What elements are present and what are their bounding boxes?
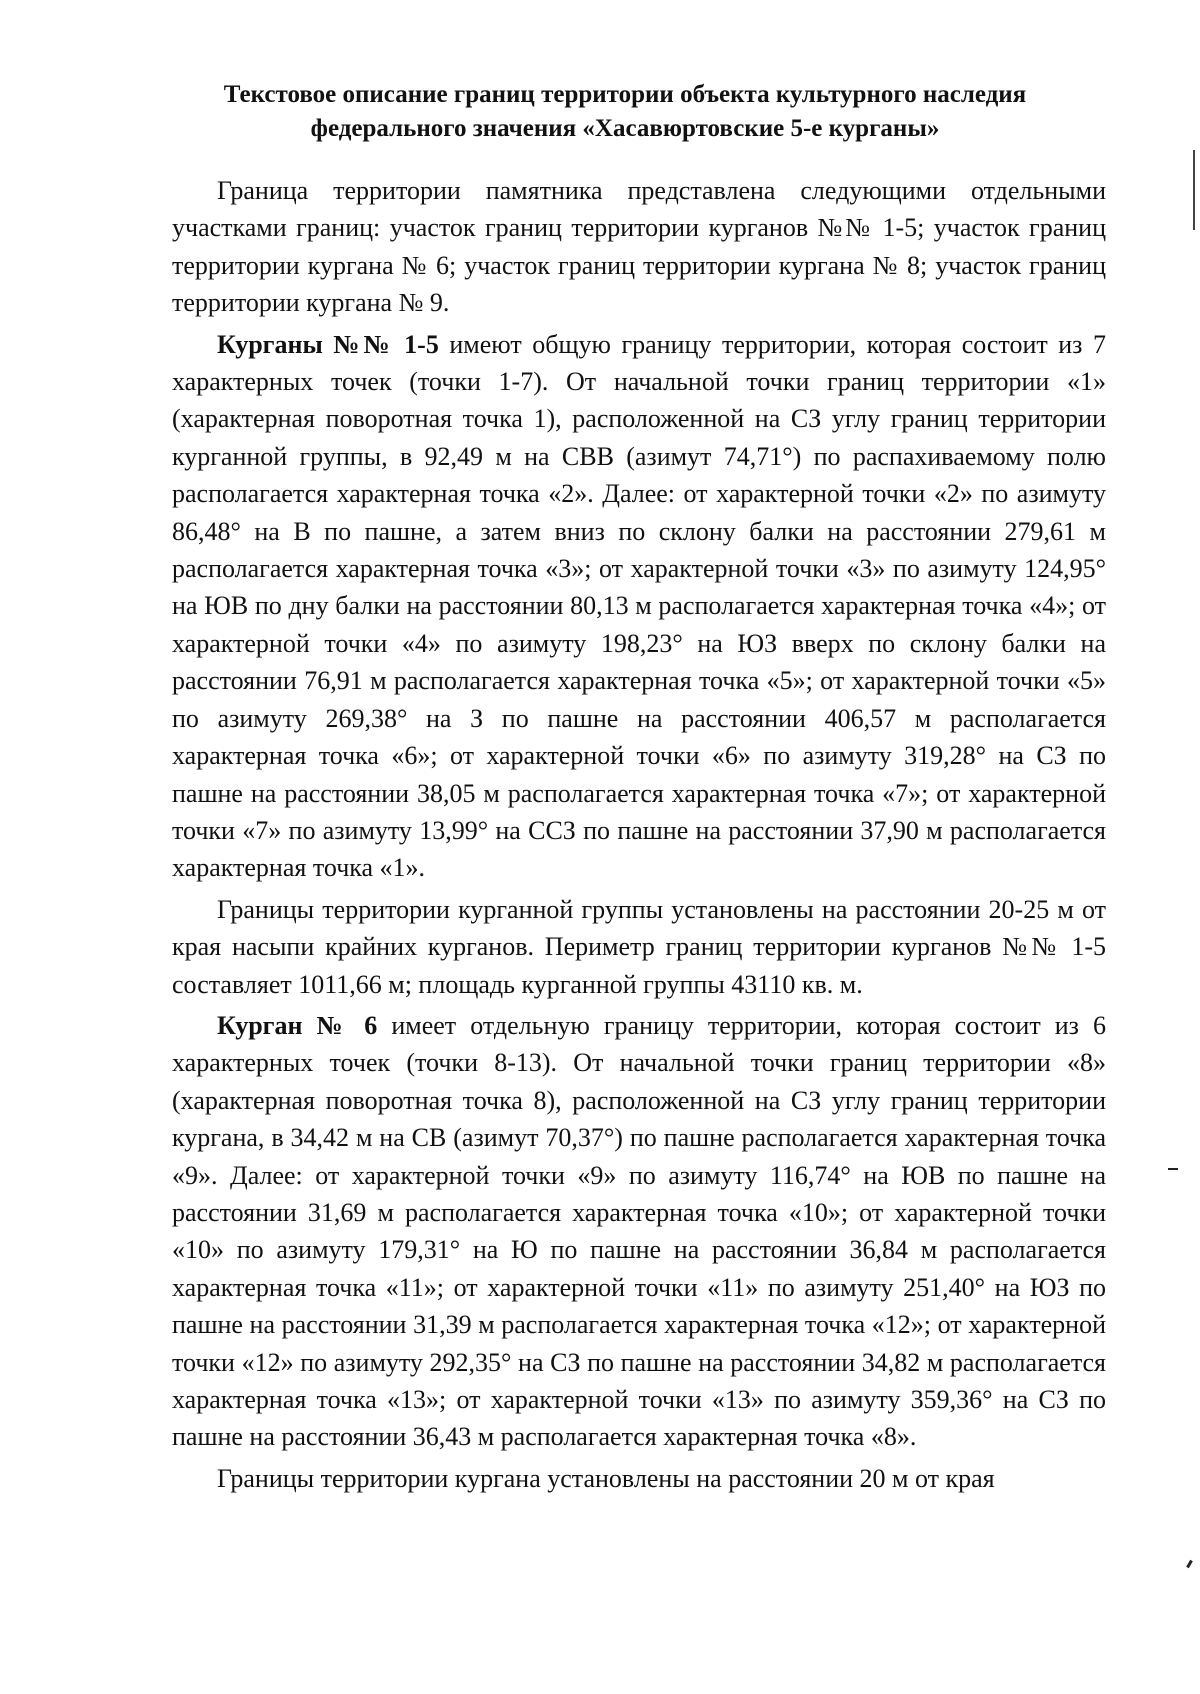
- paragraph-4: [172, 1007, 1106, 1456]
- paragraph-3-text: Границы территории курганной группы установлены на расстоянии 20-25 м от края насыпи крайних курганов. Периметр границ территории курганов №№ 1-5 составляет 1011,66 м; площадь курганной группы 43110 кв. м.: [172, 894, 1106, 999]
- paragraph-4-heading: Курган № 6: [217, 1010, 378, 1040]
- paragraph-5: [172, 1460, 1106, 1497]
- scan-artifact-right-edge: [1193, 150, 1195, 230]
- scan-artifact-dash: [1168, 1168, 1178, 1170]
- paragraph-4-text: имеет отдельную границу территории, которая состоит из 6 характерных точек (точки 8-13). От начальной точки границ территории «8» (характерная поворотная точка 8), расположенной на СЗ углу границ территории кургана, в 34,42 м на СВ (азимут 70,37°) по пашне располагается характерная точка «9». Далее: от характерной точки «9» по азимуту 116,74° на ЮВ по пашне на расстоянии 31,69 м располагается характерная точка «10»; от характерной точки «10» по азимуту 179,31° на Ю по пашне на расстоянии 36,84 м располагается характерная точка «11»; от характерной точки «11» по азимуту 251,40° на ЮЗ по пашне на расстоянии 31,39 м располагается характерная точка «12»; от характерной точки «12» по азимуту 292,35° на СЗ по пашне на расстоянии 34,82 м располагается характерная точка «13»; от характерной точки «13» по азимуту 359,36° на СЗ по пашне на расстоянии 36,43 м располагается характерная точка «8».: [172, 1010, 1106, 1452]
- paragraph-1: [172, 172, 1106, 322]
- document-title: [160, 78, 1090, 146]
- paragraph-3: [172, 891, 1106, 1003]
- paragraph-2: [172, 326, 1106, 887]
- title-line-1: Текстовое описание границ территории объекта культурного наследия: [223, 81, 1027, 108]
- scan-artifact-tick: [1186, 1560, 1193, 1568]
- paragraph-2-text: имеют общую границу территории, которая состоит из 7 характерных точек (точки 1-7). От начальной точки границ территории «1» (характерная поворотная точка 1), расположенной на СЗ углу границ территории курганной группы, в 92,49 м на СВВ (азимут 74,71°) по распахиваемому полю располагается характерная точка «2». Далее: от характерной точки «2» по азимуту 86,48° на В по пашне, а затем вниз по склону балки на расстоянии 279,61 м располагается характерная точка «3»; от характерной точки «3» по азимуту 124,95° на ЮВ по дну балки на расстоянии 80,13 м располагается характерная точка «4»; от характерной точки «4» по азимуту 198,23° на ЮЗ вверх по склону балки на расстоянии 76,91 м располагается характерная точка «5»; от характерной точки «5» по азимуту 269,38° на З по пашне на расстоянии 406,57 м располагается характерная точка «6»; от характерной точки «6» по азимуту 319,28° на СЗ по пашне на расстоянии 38,05 м располагается характерная точка «7»; от характерной точки «7» по азимуту 13,99° на ССЗ по пашне на расстоянии 37,90 м располагается характерная точка «1».: [172, 329, 1106, 883]
- document-body: [172, 172, 1106, 1497]
- paragraph-2-heading: Курганы №№ 1-5: [217, 329, 439, 359]
- title-line-2: федерального значения «Хасавюртовские 5-е курганы»: [310, 115, 940, 142]
- paragraph-1-text: Граница территории памятника представлена следующими отдельными участками границ: участок границ территории курганов №№ 1-5; участок границ территории кургана № 6; участок границ территории кургана № 8; участок границ территории кургана № 9.: [172, 176, 1106, 318]
- paragraph-5-text: Границы территории кургана установлены на расстоянии 20 м от края: [217, 1463, 995, 1493]
